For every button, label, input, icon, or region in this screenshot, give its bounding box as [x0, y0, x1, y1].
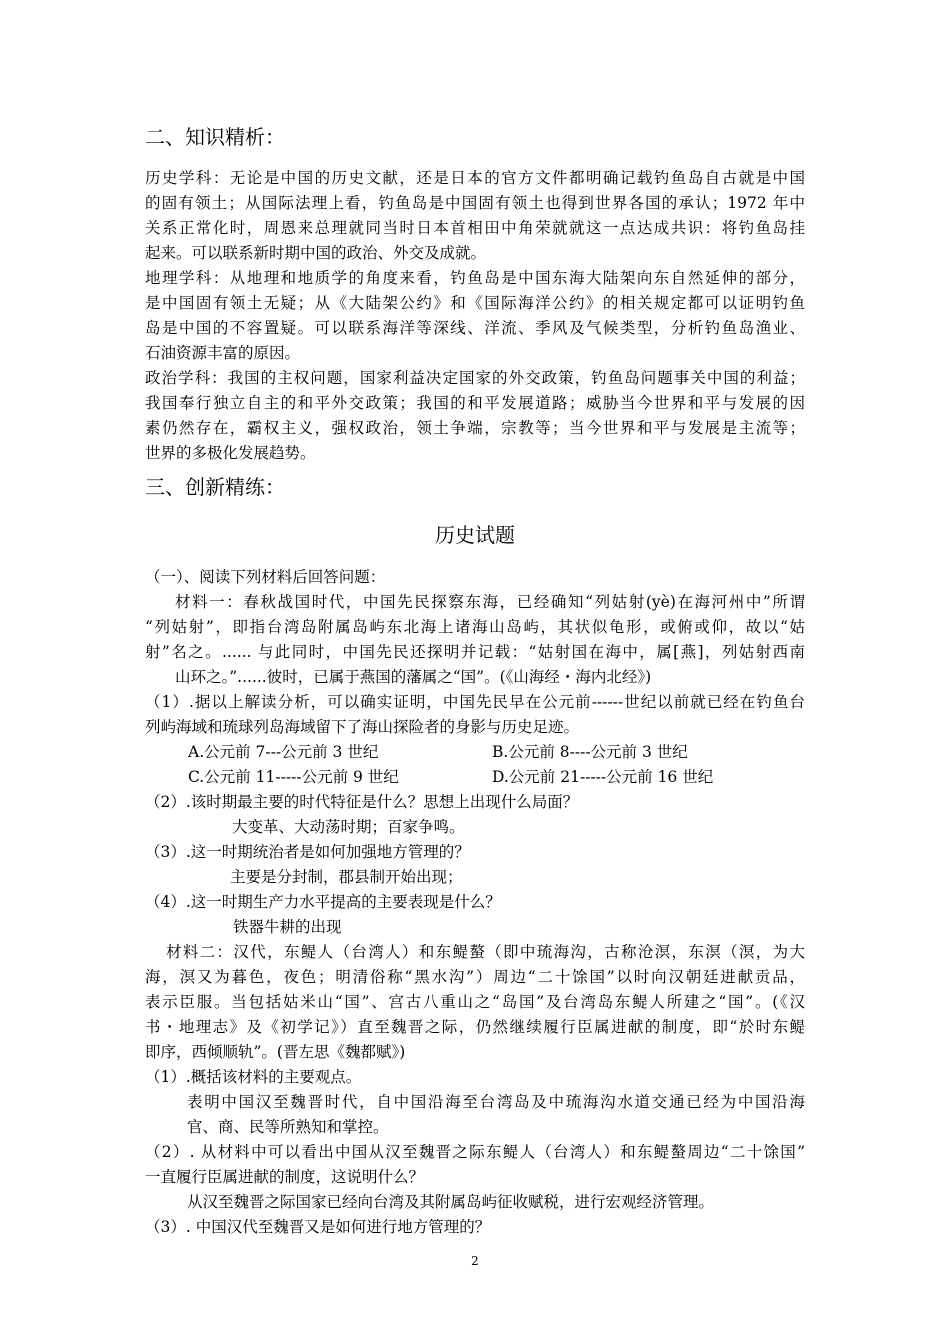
option-d: D.公元前 21-----公元前 16 世纪 — [492, 768, 714, 786]
section-two-line: 素仍然存在，霸权主义，强权政治，领土争端，宗教等；当今世界和平与发展是主流等； — [145, 419, 805, 437]
material-one-line: 射”名之。...... 与此同时，中国先民还探明并记载：“姑射国在海中，属[燕]，列姑射西南 — [145, 643, 805, 661]
section-two-line: 是中国固有领土无疑；从《大陆架公约》和《国际海洋公约》的相关规定都可以证明钓鱼 — [145, 294, 805, 312]
question-one-line: （1）.据以上解读分析，可以确实证明，中国先民早在公元前------世纪以前就已经在钓鱼台 — [145, 693, 805, 711]
section-two-line: 岛是中国的不容置疑。可以联系海洋等深线、洋流、季风及气候类型，分析钓鱼岛渔业、 — [145, 319, 805, 337]
material-two-question-three: （3）. 中国汉代至魏晋又是如何进行地方管理的？ — [145, 1218, 491, 1236]
material-two-answer-one-line: 官、商、民等所熟知和掌控。 — [187, 1118, 389, 1136]
answer-four: 铁器牛耕的出现 — [233, 918, 342, 936]
section-two-heading: 二、知识精析： — [145, 125, 285, 149]
section-two-line: 历史学科：无论是中国的历史文献，还是日本的官方文件都明确记载钓鱼岛自古就是中国 — [145, 169, 805, 187]
section-three-heading: 三、创新精练： — [145, 475, 285, 499]
material-one-line: 山环之。”......彼时，已属于燕国的藩属之“国”。(《山海经・海内北经》) — [175, 668, 652, 686]
material-two-line: 海，溟又为暮色，夜色；明清俗称“黑水沟”）周边“二十馀国”以时向汉朝廷进献贡品， — [145, 968, 805, 986]
section-two-line: 石油资源丰富的原因。 — [145, 344, 301, 362]
part-one-intro: （一）、阅读下列材料后回答问题： — [145, 568, 386, 586]
material-two-answer-one-line: 表明中国汉至魏晋时代，自中国沿海至台湾岛及中琉海沟水道交通已经为中国沿海 — [187, 1093, 805, 1111]
material-two-question-two-line: （2）. 从材料中可以看出中国从汉至魏晋之际东鳀人（台湾人）和东鳀螯周边“二十馀国” — [145, 1143, 805, 1161]
material-one-line: 材料一：春秋战国时代，中国先民探察东海，已经确知“列姑射(yè)在海河州中”所谓 — [175, 593, 805, 611]
question-three: （3）.这一时期统治者是如何加强地方管理的？ — [145, 843, 470, 861]
option-a: A.公元前 7---公元前 3 世纪 — [188, 743, 379, 761]
question-one-line: 列屿海域和琉球列岛海域留下了海山探险者的身影与历史足迹。 — [145, 718, 580, 736]
section-two-line: 关系正常化时，周恩来总理就同当时日本首相田中角荣就就这一点达成共识：将钓鱼岛挂 — [145, 219, 805, 237]
answer-two: 大变革、大动荡时期；百家争鸣。 — [232, 818, 465, 836]
material-one-line: “列姑射”，即指台湾岛附属岛屿东北海上诸海山岛屿，其状似龟形，或俯或仰，故以“姑 — [145, 618, 805, 636]
material-two-line: 材料二：汉代，东鳀人（台湾人）和东鳀螯（即中琉海沟，古称沧溟，东溟（溟，为大 — [166, 943, 805, 961]
section-two-line: 世界的多极化发展趋势。 — [145, 444, 316, 462]
material-two-question-two-line: 一直履行臣属进献的制度，这说明什么？ — [145, 1168, 425, 1186]
material-two-line: 表示臣服。当包括姑米山“国”、宫古八重山之“岛国”及台湾岛东鳀人所建之“国”。(《汉 — [145, 993, 805, 1011]
page-number: 2 — [471, 1254, 479, 1268]
material-two-line: 书・地理志》及《初学记》）直至魏晋之际，仍然继续履行臣属进献的制度，即“於时东鳀 — [145, 1018, 805, 1036]
material-two-question-one: （1）.概括该材料的主要观点。 — [145, 1068, 362, 1086]
section-two-line: 政治学科：我国的主权问题，国家利益决定国家的外交政策，钓鱼岛问题事关中国的利益； — [145, 369, 805, 387]
section-two-line: 地理学科：从地理和地质学的角度来看，钓鱼岛是中国东海大陆架向东自然延伸的部分， — [145, 269, 805, 287]
answer-three: 主要是分封制，郡县制开始出现； — [230, 868, 463, 886]
question-four: （4）.这一时期生产力水平提高的主要表现是什么？ — [145, 893, 501, 911]
history-exam-title: 历史试题 — [435, 523, 515, 547]
section-two-line: 我国奉行独立自主的和平外交政策；我国的和平发展道路；威胁当今世界和平与发展的因 — [145, 394, 805, 412]
section-two-line: 的固有领土；从国际法理上看，钓鱼岛是中国固有领土也得到世界各国的承认；1972 年中 — [145, 194, 805, 212]
section-two-line: 起来。可以联系新时期中国的政治、外交及成就。 — [145, 244, 487, 262]
material-two-answer-two: 从汉至魏晋之际国家已经向台湾及其附属岛屿征收赋税，进行宏观经济管理。 — [187, 1193, 715, 1211]
material-two-line: 即序，西倾顺轨”。(晋左思《魏都赋》) — [145, 1043, 406, 1061]
question-two: （2）.该时期最主要的时代特征是什么？思想上出现什么局面？ — [145, 793, 579, 811]
option-b: B.公元前 8----公元前 3 世纪 — [492, 743, 688, 761]
option-c: C.公元前 11-----公元前 9 世纪 — [188, 768, 399, 786]
